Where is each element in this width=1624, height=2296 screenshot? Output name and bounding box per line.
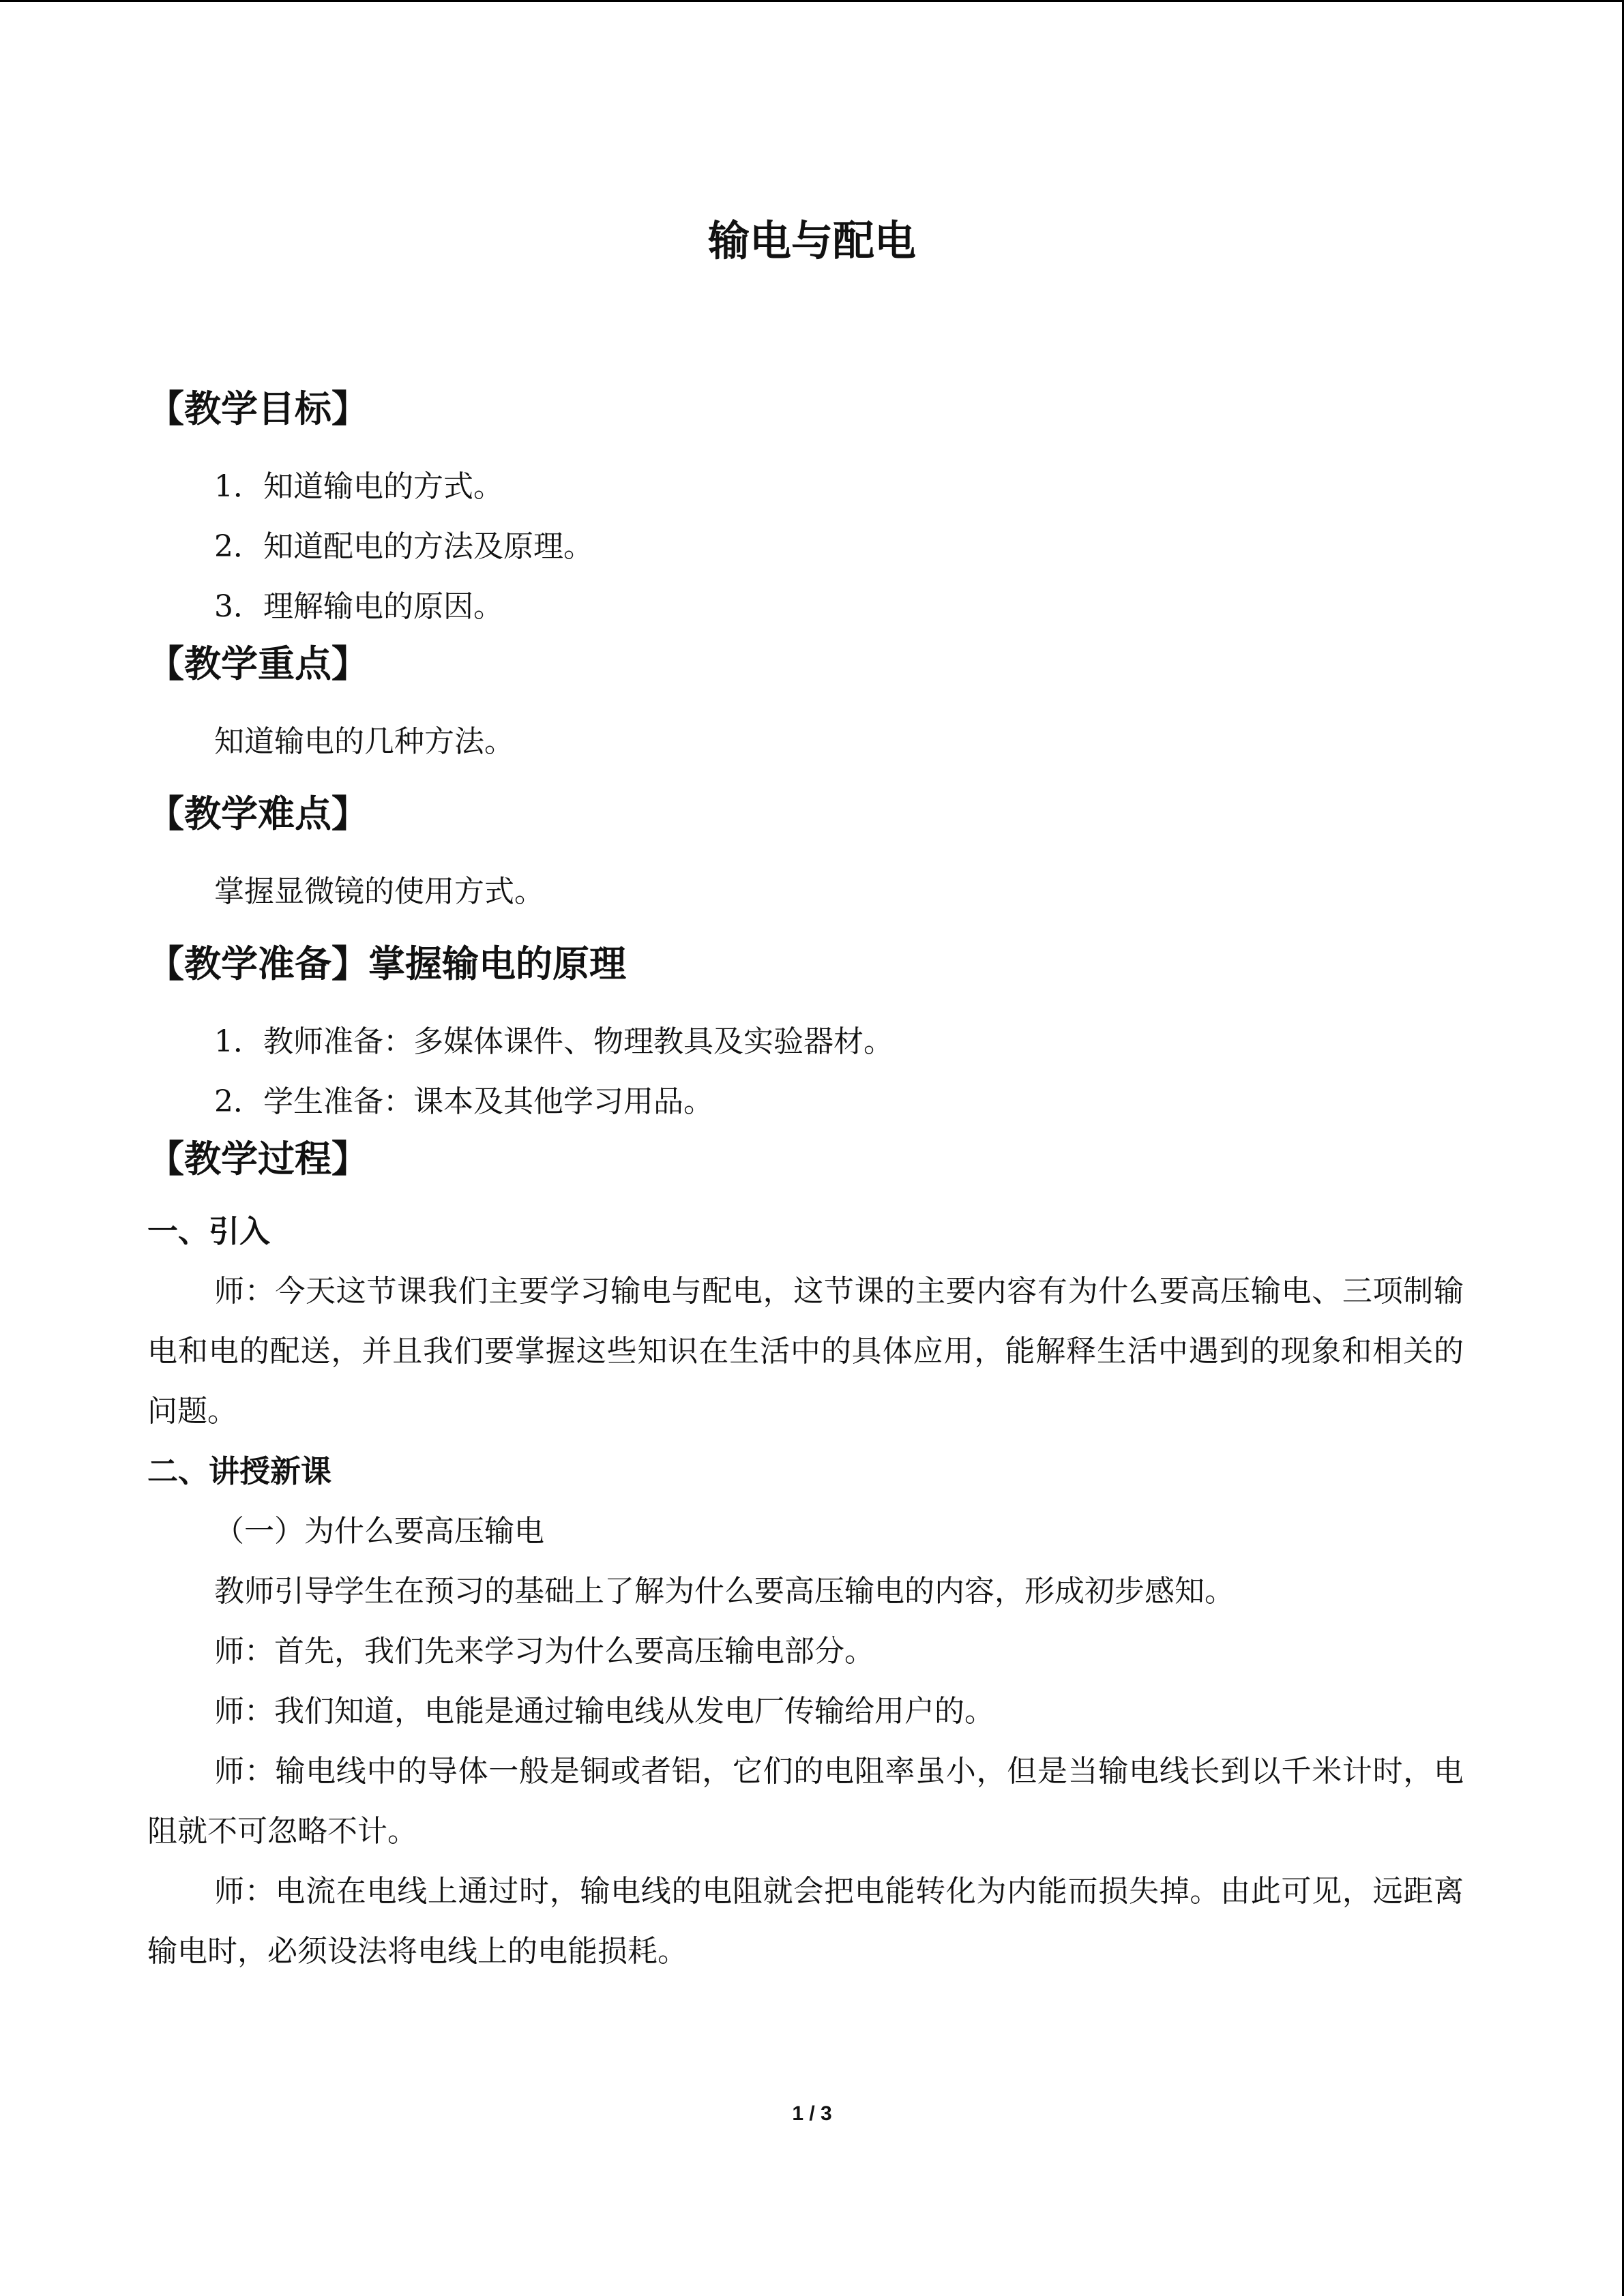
- key-points-heading: 【教学重点】: [147, 642, 368, 685]
- objectives-heading: 【教学目标】: [147, 387, 368, 430]
- page-number: 1 / 3: [792, 2102, 832, 2125]
- lesson-paragraph: 教师引导学生在预习的基础上了解为什么要高压输电的内容，形成初步感知。: [214, 1574, 1235, 1609]
- difficulties-heading: 【教学难点】: [147, 792, 368, 835]
- intro-paragraph: 师：今天这节课我们主要学习输电与配电，这节课的主要内容有为什么要高压输电、三项制输电和电的配送，并且我们要掌握这些知识在生活中的具体应用，能解释生活中遇到的现象和相关的问题。: [147, 1274, 1464, 1429]
- document-body: [147, 382, 1464, 1982]
- preparation-item: 2．学生准备：课本及其他学习用品。: [214, 1084, 713, 1119]
- objective-item: 2．知道配电的方法及原理。: [214, 529, 593, 564]
- lesson-paragraph: 师：电流在电线上通过时，输电线的电阻就会把电能转化为内能而损失掉。由此可见，远距离输电时，必须设法将电线上的电能损耗。: [147, 1874, 1464, 1969]
- subsection-title: （一）为什么要高压输电: [214, 1514, 544, 1549]
- objective-item: 3．理解输电的原因。: [214, 589, 503, 624]
- document-title: 输电与配电: [707, 217, 916, 265]
- new-lesson-heading: 二、讲授新课: [147, 1453, 332, 1489]
- lesson-paragraph: 师：首先，我们先来学习为什么要高压输电部分。: [214, 1634, 874, 1669]
- lesson-paragraph: 师：我们知道，电能是通过输电线从发电厂传输给用户的。: [214, 1694, 994, 1729]
- difficulties-text: 掌握显微镜的使用方式。: [214, 874, 544, 909]
- lesson-paragraph: 师：输电线中的导体一般是铜或者铝，它们的电阻率虽小，但是当输电线长到以千米计时，电阻就不可忽略不计。: [147, 1754, 1464, 1849]
- objective-item: 1．知道输电的方式。: [214, 469, 503, 504]
- preparation-heading: 【教学准备】掌握输电的原理: [147, 942, 626, 985]
- preparation-item: 1．教师准备：多媒体课件、物理教具及实验器材。: [214, 1024, 894, 1059]
- intro-heading: 一、引入: [147, 1213, 271, 1249]
- key-points-text: 知道输电的几种方法。: [214, 724, 514, 759]
- process-heading: 【教学过程】: [147, 1137, 368, 1180]
